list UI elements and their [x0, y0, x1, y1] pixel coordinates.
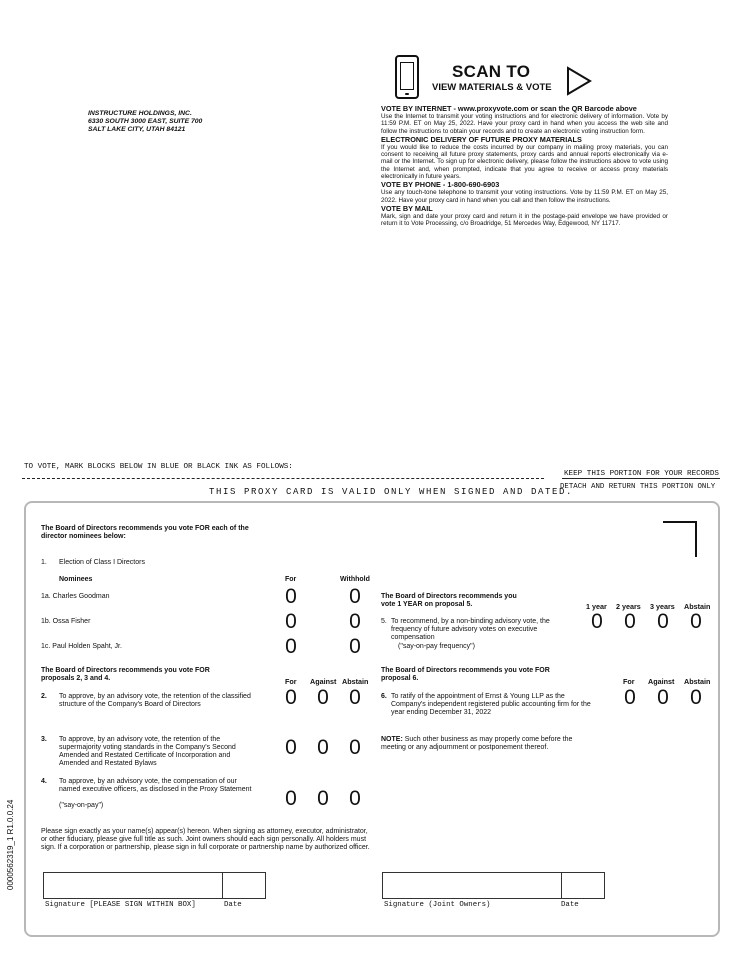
vote-oval-p5-1year[interactable]: 0 [591, 610, 603, 633]
vote-oval-p5-2years[interactable]: 0 [624, 610, 636, 633]
vote-oval-1b-for[interactable]: 0 [285, 610, 297, 633]
keep-underline [562, 478, 720, 479]
internet-text: Use the Internet to transmit your voting instructions and for electronic delivery of information. Vote by 11:59 P.M. ET on May 25, 2022. Have your proxy card in hand when you access the web site and follow the instructions to obtain your records and to create an electronic voting instruction form. [381, 113, 668, 135]
voting-instructions [381, 104, 668, 228]
board-rec-p234: The Board of Directors recommends you vote FOR proposals 2, 3 and 4. [41, 667, 210, 682]
p6-col-abstain: Abstain [684, 677, 711, 686]
vote-oval-p5-3years[interactable]: 0 [657, 610, 669, 633]
p5-text: To recommend, by a non-binding advisory vote, the frequency of future advisory votes on executive compensation [391, 618, 550, 641]
mail-text: Mark, sign and date your proxy card and return it in the postage-paid envelope we have provided or return it to Vote Processing, c/o Broadridge, 51 Mercedes Way, Edgewood, NY 11717. [381, 212, 668, 228]
note-label: NOTE: [381, 736, 403, 743]
margin-code: 0000562319_1 R1.0.0.24 [6, 799, 15, 890]
vote-oval-p2-for[interactable]: 0 [285, 686, 297, 709]
vote-oval-p6-against[interactable]: 0 [657, 686, 669, 709]
freq-col-1year: 1 year [586, 602, 607, 611]
valid-notice: THIS PROXY CARD IS VALID ONLY WHEN SIGNED AND DATED. [209, 487, 574, 497]
edelivery-heading: ELECTRONIC DELIVERY OF FUTURE PROXY MATERIALS [381, 134, 582, 144]
detach-line [22, 478, 544, 479]
date-box-1[interactable] [222, 872, 266, 899]
col-for-header: For [285, 576, 297, 583]
date-label-1: Date [224, 901, 242, 909]
signature-box-1[interactable] [43, 872, 223, 899]
vote-oval-p5-abstain[interactable]: 0 [690, 610, 702, 633]
p6-col-for: For [623, 677, 635, 686]
vote-oval-1c-for[interactable]: 0 [285, 635, 297, 658]
vote-oval-1a-for[interactable]: 0 [285, 585, 297, 608]
p2-text: To approve, by an advisory vote, the retention of the classified structure of the Company's Board of Directors [59, 693, 251, 708]
mail-heading: VOTE BY MAIL [381, 203, 433, 213]
signature-box-2[interactable] [382, 872, 562, 899]
vote-oval-p3-for[interactable]: 0 [285, 736, 297, 759]
freq-col-3years: 3 years [650, 602, 675, 611]
detach-portion-label: DETACH AND RETURN THIS PORTION ONLY [560, 483, 716, 491]
nominee-1b: 1b. Ossa Fisher [41, 618, 91, 625]
sign-instructions: Please sign exactly as your name(s) appear(s) hereon. When signing as attorney, executor, administrator, or other fiduciary, please give full title as such. Joint owners should each sign personally. All holders must sign. If a corporation or partnership, please sign in full corporate or partnership name by authorized officer. [41, 828, 370, 851]
p2-number: 2. [41, 693, 47, 700]
date-label-2: Date [561, 901, 579, 909]
p3-text: To approve, by an advisory vote, the retention of the supermajority voting standards in the Company's Second Amended and Restated Certificate of Incorporation and Amended and Restated Bylaws [59, 736, 236, 767]
vote-oval-p3-abstain[interactable]: 0 [349, 736, 361, 759]
p234-col-abstain: Abstain [342, 677, 369, 686]
freq-col-abstain: Abstain [684, 602, 711, 611]
p6-col-against: Against [648, 677, 675, 686]
note-text: Such other business as may properly come before the meeting or any adjournment or postponement thereof. [381, 736, 573, 751]
vote-oval-p2-abstain[interactable]: 0 [349, 686, 361, 709]
nominees-header: Nominees [59, 576, 93, 583]
mark-instruction: TO VOTE, MARK BLOCKS BELOW IN BLUE OR BLACK INK AS FOLLOWS: [24, 463, 293, 471]
p4-text-2: ("say-on-pay") [59, 802, 104, 809]
p5-number: 5. [381, 618, 387, 625]
scan-subtitle: VIEW MATERIALS & VOTE [432, 82, 552, 93]
board-rec-p6: The Board of Directors recommends you vote FOR proposal 6. [381, 667, 550, 682]
p5-text-2: ("say-on-pay frequency") [398, 643, 475, 650]
vote-oval-p2-against[interactable]: 0 [317, 686, 329, 709]
board-rec-p5: The Board of Directors recommends you vote 1 YEAR on proposal 5. [381, 593, 517, 608]
p234-col-for: For [285, 677, 297, 686]
nominee-1c: 1c. Paul Holden Spaht, Jr. [41, 643, 122, 650]
vote-oval-1a-withhold[interactable]: 0 [349, 585, 361, 608]
col-withhold-header: Withhold [340, 576, 370, 583]
p6-number: 6. [381, 693, 387, 700]
edelivery-text: If you would like to reduce the costs incurred by our company in mailing proxy materials, you can consent to receiving all future proxy statements, proxy cards and annual reports electronically via e-mail or the Internet. To sign up for electronic delivery, please follow the instructions above to vote using the Internet and, when prompted, indicate that you agree to receive or access proxy materials electronically in future years. [381, 143, 668, 181]
note [381, 736, 586, 752]
signature-label-1: Signature [PLEASE SIGN WITHIN BOX] [45, 901, 196, 909]
vote-oval-p6-for[interactable]: 0 [624, 686, 636, 709]
vote-oval-p4-for[interactable]: 0 [285, 787, 297, 810]
registration-mark [663, 521, 697, 557]
scan-title: SCAN TO [452, 62, 531, 81]
vote-oval-p4-against[interactable]: 0 [317, 787, 329, 810]
keep-portion-label: KEEP THIS PORTION FOR YOUR RECORDS [564, 470, 719, 478]
vote-oval-p6-abstain[interactable]: 0 [690, 686, 702, 709]
p3-number: 3. [41, 736, 47, 743]
freq-col-2years: 2 years [616, 602, 641, 611]
vote-oval-p3-against[interactable]: 0 [317, 736, 329, 759]
vote-oval-p4-abstain[interactable]: 0 [349, 787, 361, 810]
signature-label-2: Signature (Joint Owners) [384, 901, 491, 909]
play-arrow-icon [566, 66, 592, 96]
board-rec-directors: The Board of Directors recommends you vote FOR each of the director nominees below: [41, 525, 249, 540]
address-line-2: SALT LAKE CITY, UTAH 84121 [88, 126, 186, 133]
company-name: INSTRUCTURE HOLDINGS, INC. [88, 110, 192, 117]
date-box-2[interactable] [561, 872, 605, 899]
item1-label: Election of Class I Directors [59, 559, 145, 566]
vote-oval-1b-withhold[interactable]: 0 [349, 610, 361, 633]
p4-number: 4. [41, 778, 47, 785]
phone-text: Use any touch-tone telephone to transmit your voting instructions. Vote by 11:59 P.M. ET on May 25, 2022. Have your proxy card in hand when you call and then follow the instructions. [381, 189, 668, 204]
nominee-1a: 1a. Charles Goodman [41, 593, 110, 600]
phone-icon [395, 55, 419, 99]
company-address [88, 110, 202, 134]
address-line-1: 6330 SOUTH 3000 EAST, SUITE 700 [88, 118, 203, 125]
internet-heading: VOTE BY INTERNET - www.proxyvote.com or scan the QR Barcode above [381, 104, 637, 113]
p6-text: To ratify of the appointment of Ernst & Young LLP as the Company's independent registered public accounting firm for the year ending December 31, 2022 [391, 693, 591, 716]
p234-col-against: Against [310, 677, 337, 686]
phone-heading: VOTE BY PHONE - 1-800-690-6903 [381, 180, 500, 190]
p4-text: To approve, by an advisory vote, the compensation of our named executive officers, as disclosed in the Proxy Statement [59, 778, 252, 793]
vote-oval-1c-withhold[interactable]: 0 [349, 635, 361, 658]
item1-number: 1. [41, 559, 47, 566]
